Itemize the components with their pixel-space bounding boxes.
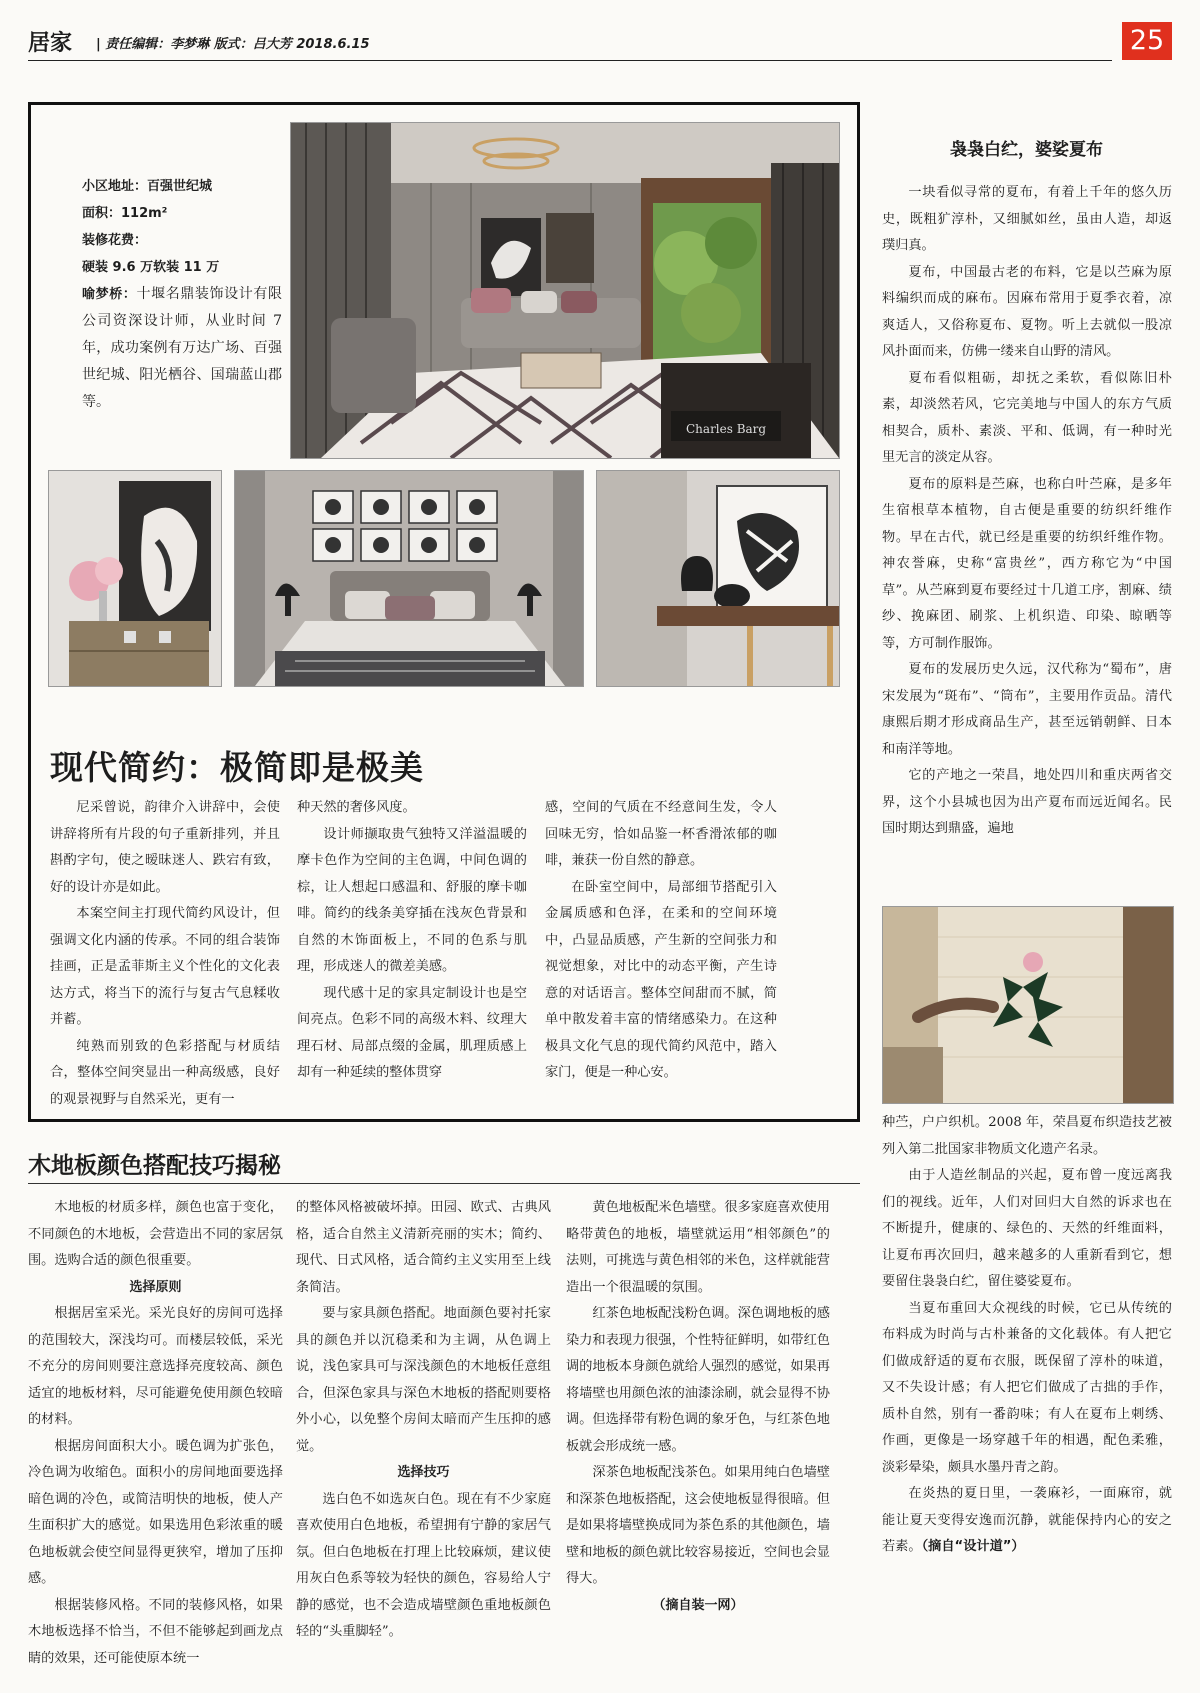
article2-col2-p2: 要与家具颜色搭配。地面颜色要衬托家具的颜色并以沉稳柔和为主调，从色调上说，浅色家具可与深浅颜色的木地板任意组合，但深色家具与深色木地板的搭配则要格外小心，以免整个房间太暗而产生压抑的感觉。 — [296, 1306, 551, 1454]
article2-title: 木地板颜色搭配技巧揭秘 — [28, 1152, 281, 1179]
page-number: 25 — [1122, 22, 1172, 60]
article1-col3-p1: 感，空间的气质在不经意间生发，令人回味无穷，恰如品鉴一杯香滑浓郁的咖啡，兼获一份自然的静意。 — [545, 800, 777, 868]
info-designer — [82, 281, 282, 416]
article2-intro: 木地板的材质多样，颜色也富于变化，不同颜色的木地板，会营造出不同的家居氛围。选购合适的颜色很重要。 — [28, 1200, 283, 1268]
article1-col2 — [297, 795, 527, 1087]
article1-col1-p1: 尼采曾说，韵律介入讲辞中，会使讲辞将所有片段的句子重新排列，并且斟酌字句，使之暧昧迷人、跌宕有致，好的设计亦是如此。 — [50, 800, 280, 895]
article1-col1-p3: 纯熟而别致的色彩搭配与材质结合，整体空间突显出一种高级感，良好的观景视野与自然采光，更有一 — [50, 1038, 280, 1107]
article2-col1-p3: 根据房间面积大小。暖色调为扩张色，冷色调为收缩色。面积小的房间地面要选择暗色调的冷色，或简洁明快的地板，使人产生面积扩大的感觉。如果选用色彩浓重的暖色地板就会使空间显得更狭窄，增加了压抑感。 — [28, 1438, 283, 1586]
article3-title: 袅袅白纻，婆娑夏布 — [950, 140, 1103, 160]
article1-col1 — [50, 795, 280, 1113]
article3-p9-text: 在炎热的夏日里，一袭麻衫，一面麻帘，就能让夏天变得安逸而沉静，就能保持内心的安之若素。 — [882, 1486, 1172, 1554]
xiabu-photo — [882, 906, 1174, 1104]
article3-p5: 夏布的发展历史久远，汉代称为“蜀布”，唐宋发展为“斑布”、“筒布”，主要用作贡品。清代康熙后期才形成商品生产，甚至远销朝鲜、日本和南洋等地。 — [882, 662, 1172, 757]
article1-col2-p3: 现代感十足的家具定制设计也是空间亮点。色彩不同的高级木料、纹理大理石材、局部点缀的金属，肌理质感上却有一种延续的整体贯穿 — [297, 985, 527, 1080]
article3-p8: 当夏布重回大众视线的时候，它已从传统的布料成为时尚与古朴兼备的文化载体。有人把它们做成舒适的夏布衣服，既保留了淳朴的味道，又不失设计感；有人把它们做成了古拙的手作，质朴自然，别有一番韵味；有人在夏布上刺绣、作画，更像是一场穿越千年的相遇，配色柔雅，淡彩晕染，颇具水墨丹青之韵。 — [882, 1300, 1172, 1475]
article3-p7: 由于人造丝制品的兴起，夏布曾一度远离我们的视线。近年，人们对回归大自然的诉求也在不断提升，健康的、绿色的、天然的纤维面料，让夏布再次回归，越来越多的人重新看到它，想要留住袅袅白纻，留住婆娑夏布。 — [882, 1168, 1172, 1289]
article1-col2-p2: 设计师撷取贵气独特又洋溢温暖的摩卡色作为空间的主色调，中间色调的棕，让人想起口感温和、舒服的摩卡咖啡。简约的线条美穿插在浅灰色背景和自然的木饰面板上，不同的色系与肌理，形成迷人的微差美感。 — [297, 826, 527, 974]
article1-col1-p2: 本案空间主打现代简约风设计，但强调文化内涵的传承。不同的组合装饰挂画，正是孟菲斯主义个性化的文化表达方式，将当下的流行与复古气息糅收并蓄。 — [50, 906, 280, 1027]
article3-bottom — [882, 1110, 1172, 1561]
article2-col3-p3: 深茶色地板配浅茶色。如果用纯白色墙壁和深茶色地板搭配，这会使地板显得很暗。但是如果将墙壁换成同为茶色系的其他颜色，墙壁和地板的颜色就比较容易接近，空间也会显得大。 — [566, 1465, 830, 1586]
article2-col3 — [566, 1195, 830, 1619]
bedroom-photo — [234, 470, 584, 687]
article2-col2 — [296, 1195, 551, 1646]
article3-source: （摘自“设计道”） — [921, 1539, 1025, 1554]
article2-sub2: 选择技巧 — [397, 1465, 450, 1480]
article2-source: （摘自装一网） — [652, 1597, 744, 1613]
designer-desc: 十堰名鼎装饰设计有限公司资深设计师，从业时间 7 年，成功案例有万达广场、百强世纪城、阳光栖谷、国瑞蓝山郡等。 — [82, 286, 282, 410]
vignette-left-illustration — [49, 471, 221, 686]
article2-col1-p4: 根据装修风格。不同的装修风格，如果木地板选择不恰当，不但不能够起到画龙点睛的效果，还可能使原本统一 — [28, 1597, 283, 1666]
info-address: 小区地址：百强世纪城 — [82, 179, 213, 194]
article2-col3-p2: 红茶色地板配浅粉色调。深色调地板的感染力和表现力很强，个性特征鲜明，如带红色调的地板本身颜色就给人强烈的感觉，如果再将墙壁也用颜色浓的油漆涂刷，就会显得不协调。但选择带有粉色调的象牙色，与红茶色地板就会形成统一感。 — [566, 1306, 830, 1454]
article3-p4: 夏布的原料是苎麻，也称白叶苎麻，是多年生宿根草本植物，自古便是重要的纺织纤维作物。早在古代，就已经是重要的纺织纤维作物。神农誉麻，史称“富贵丝”，西方称它为“中国草”。从苎麻到夏布要经过十几道工序，割麻、绩纱、挽麻团、刷浆、上机织造、印染、晾晒等等，方可制作服饰。 — [882, 476, 1172, 651]
article1-col3-p2: 在卧室空间中，局部细节搭配引入金属质感和色泽，在柔和的空间环境中，凸显品质感，产生新的空间张力和视觉想象，对比中的动态平衡，产生诗意的对话语言。整体空间甜而不腻，简单中散发着丰富的情绪感染力。在这种极具文化气息的现代简约风范中，踏入家门，便是一种心安。 — [545, 879, 777, 1080]
article2-col1 — [28, 1195, 283, 1672]
article1-col2-p1: 种天然的奢侈风度。 — [297, 800, 416, 815]
header-rule — [28, 60, 1112, 61]
article3-p3: 夏布看似粗砺，却抚之柔软，看似陈旧朴素，却淡然若风，它完美地与中国人的东方气质相契合，质朴、素淡、平和、低调，有一种时光里无言的淡定从容。 — [882, 370, 1172, 465]
article2-rule — [28, 1183, 860, 1184]
living-room-illustration — [291, 123, 839, 458]
editor-info: | 责任编辑：李梦琳 版式：吕大芳 2018.6.15 — [96, 37, 370, 52]
info-cost: 硬装 9.6 万软装 11 万 — [82, 260, 220, 275]
article3-p1: 一块看似寻常的夏布，有着上千年的悠久历史，既粗犷淳朴，又细腻如丝，虽由人造，却返璞归真。 — [882, 185, 1172, 253]
vignette-left-photo — [48, 470, 222, 687]
article2-col2-p1: 的整体风格被破坏掉。田园、欧式、古典风格，适合自然主义清新亮丽的实木；简约、现代、日式风格，适合简约主义实用至上线条简洁。 — [296, 1200, 551, 1295]
vignette-right-photo — [596, 470, 840, 687]
article3-p9 — [882, 1481, 1172, 1561]
article2-col3-p1: 黄色地板配米色墙壁。很多家庭喜欢使用略带黄色的地板，墙壁就运用“相邻颜色”的法则，可挑选与黄色相邻的米色，这样就能营造出一个很温暖的氛围。 — [566, 1200, 830, 1295]
xiabu-illustration — [883, 907, 1173, 1103]
info-area: 面积：112m² — [82, 206, 168, 221]
article1-col3 — [545, 795, 777, 1087]
info-cost-label: 装修花费： — [82, 233, 148, 248]
article3-p2: 夏布，中国最古老的布料，它是以苎麻为原料编织而成的麻布。因麻布常用于夏季衣着，凉爽适人，又俗称夏布、夏物。听上去就似一股凉风扑面而来，仿佛一缕来自山野的清风。 — [882, 264, 1172, 359]
project-info — [82, 173, 282, 416]
article3-top — [882, 180, 1172, 843]
book-title: Charles Barg — [686, 422, 767, 436]
living-room-photo — [290, 122, 840, 459]
bedroom-illustration — [235, 471, 583, 686]
article2-col1-p2: 根据居室采光。采光良好的房间可选择的范围较大，深浅均可。而楼层较低，采光不充分的房间则要注意选择亮度较高、颜色适宜的地板材料，尽可能避免使用颜色较暗的材料。 — [28, 1306, 283, 1427]
vignette-right-illustration — [597, 471, 839, 686]
section-name: 居家 — [28, 31, 73, 56]
article2-sub1: 选择原则 — [129, 1279, 182, 1295]
article3-p6: 它的产地之一荣昌，地处四川和重庆两省交界，这个小县城也因为出产夏布而远近闻名。民国时期达到鼎盛，遍地 — [882, 768, 1172, 836]
page-header — [28, 22, 1172, 60]
article1-title: 现代简约：极简即是极美 — [50, 748, 424, 787]
article3-cont: 种苎，户户织机。2008 年，荣昌夏布织造技艺被列入第二批国家非物质文化遗产名录。 — [882, 1115, 1172, 1157]
article2-col2-p3: 选白色不如选灰白色。现在有不少家庭喜欢使用白色地板，希望拥有宁静的家居气氛。但白色地板在打理上比较麻烦，建议使用灰白色系等较为轻快的颜色，容易给人宁静的感觉，也不会造成墙壁颜色重地板颜色轻的“头重脚轻”。 — [296, 1491, 551, 1639]
designer-name: 喻梦桥： — [82, 287, 137, 302]
